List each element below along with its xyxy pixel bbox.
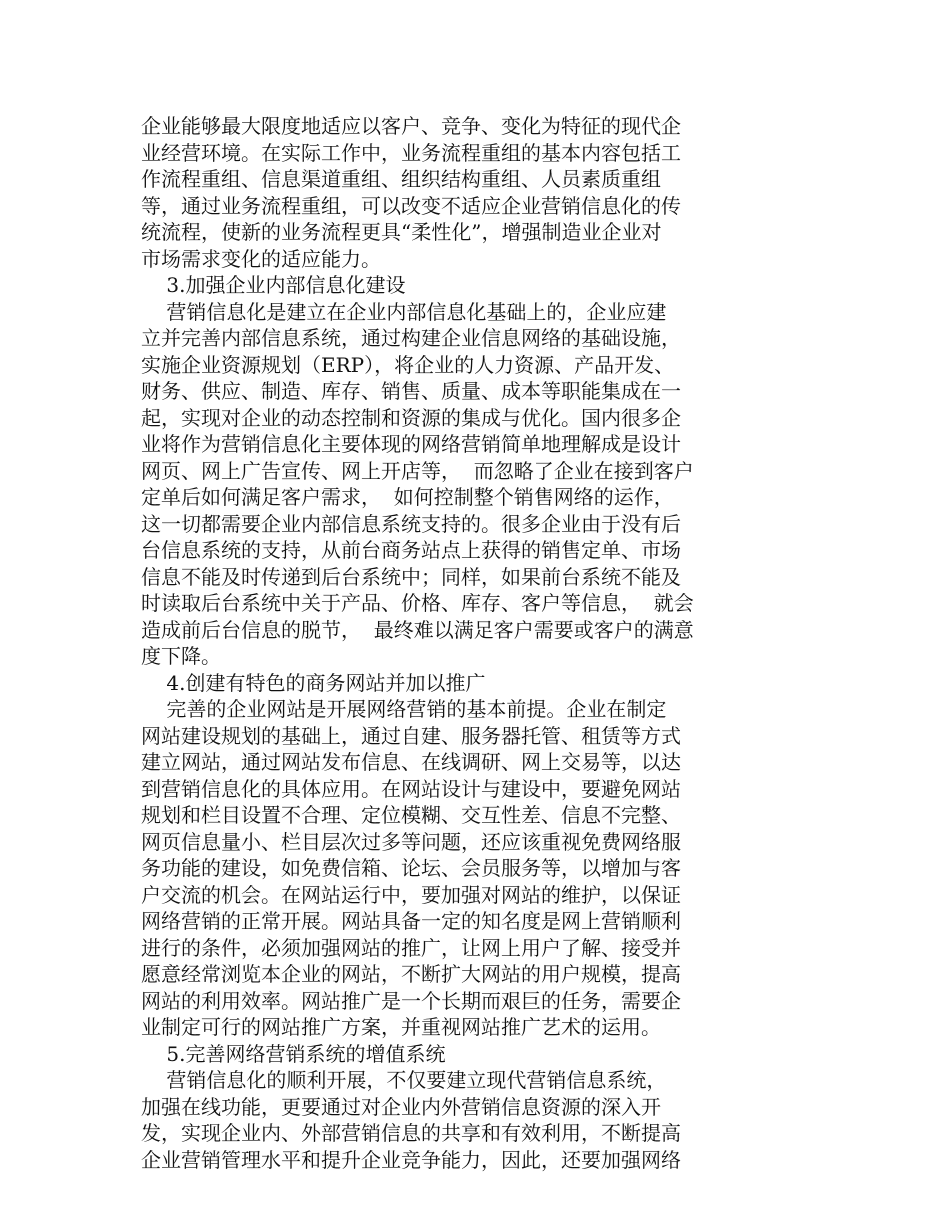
text-line: 进行的条件，必须加强网站的推广，让网上用户了解、接受并 bbox=[141, 935, 681, 960]
text-line: 市场需求变化的适应能力。 bbox=[141, 246, 381, 271]
text-line: 这一切都需要企业内部信息系统支持的。很多企业由于没有后 bbox=[141, 511, 681, 536]
text-line: 企业营销管理水平和提升企业竞争能力，因此，还要加强网络 bbox=[141, 1147, 681, 1172]
text-line: 网页、网上广告宣传、网上开店等， 而忽略了企业在接到客户 bbox=[141, 458, 694, 483]
body-text bbox=[141, 113, 741, 1173]
text-line: 发，实现企业内、外部营销信息的共享和有效利用，不断提高 bbox=[141, 1121, 681, 1145]
text-line: 立并完善内部信息系统，通过构建企业信息网络的基础设施， bbox=[141, 326, 681, 350]
text-line: 台信息系统的支持，从前台商务站点上获得的销售定单、市场 bbox=[141, 538, 681, 562]
text-line: 业制定可行的网站推广方案，并重视网站推广艺术的运用。 bbox=[141, 1015, 661, 1039]
text-line: 度下降。 bbox=[141, 644, 221, 668]
text-line: 网页信息量小、栏目层次过多等问题，还应该重视免费网络服 bbox=[141, 829, 681, 854]
text-line: 网络营销的正常开展。网站具备一定的知名度是网上营销顺利 bbox=[141, 909, 681, 933]
text-line: 实施企业资源规划（ERP），将企业的人力资源、产品开发、 bbox=[141, 352, 675, 377]
text-line: 作流程重组、信息渠道重组、组织结构重组、人员素质重组 bbox=[141, 167, 661, 191]
text-line: 营销信息化的顺利开展，不仅要建立现代营销信息系统， bbox=[141, 1068, 667, 1092]
text-line: 网站建设规划的基础上，通过自建、服务器托管、租赁等方式 bbox=[141, 723, 681, 748]
text-line: 营销信息化是建立在企业内部信息化基础上的，企业应建 bbox=[141, 299, 667, 324]
text-line: 企业能够最大限度地适应以客户、竞争、变化为特征的现代企 bbox=[141, 114, 681, 138]
text-line: 造成前后台信息的脱节， 最终难以满足客户需要或客户的满意 bbox=[141, 617, 694, 642]
text-line: 业将作为营销信息化主要体现的网络营销简单地理解成是设计 bbox=[141, 432, 681, 456]
text-line: 完善的企业网站是开展网络营销的基本前提。企业在制定 bbox=[141, 697, 667, 721]
text-line: 时读取后台系统中关于产品、价格、库存、客户等信息， 就会 bbox=[141, 591, 694, 615]
section-heading-3: 3.加强企业内部信息化建设 bbox=[141, 273, 406, 297]
section-heading-4: 4.创建有特色的商务网站并加以推广 bbox=[141, 670, 486, 695]
text-line: 起，实现对企业的动态控制和资源的集成与优化。国内很多企 bbox=[141, 405, 681, 430]
text-line: 加强在线功能，更要通过对企业内外营销信息资源的深入开 bbox=[141, 1094, 661, 1119]
text-line: 等，通过业务流程重组，可以改变不适应企业营销信息化的传 bbox=[141, 193, 681, 218]
text-line: 业经营环境。在实际工作中，业务流程重组的基本内容包括工 bbox=[141, 140, 681, 165]
text-line: 信息不能及时传递到后台系统中；同样，如果前台系统不能及 bbox=[141, 564, 681, 589]
section-heading-5: 5.完善网络营销系统的增值系统 bbox=[141, 1041, 446, 1066]
text-line: 网站的利用效率。网站推广是一个长期而艰巨的任务，需要企 bbox=[141, 988, 681, 1013]
text-line: 愿意经常浏览本企业的网站，不断扩大网站的用户规模，提高 bbox=[141, 962, 681, 986]
text-line: 到营销信息化的具体应用。在网站设计与建设中，要避免网站 bbox=[141, 776, 681, 801]
text-line: 规划和栏目设置不合理、定位模糊、交互性差、信息不完整、 bbox=[141, 803, 681, 827]
text-line: 财务、供应、制造、库存、销售、质量、成本等职能集成在一 bbox=[141, 379, 681, 403]
text-line: 统流程，使新的业务流程更具“柔性化”，增强制造业企业对 bbox=[141, 220, 662, 244]
text-line: 户交流的机会。在网站运行中，要加强对网站的维护，以保证 bbox=[141, 882, 681, 907]
text-line: 建立网站，通过网站发布信息、在线调研、网上交易等，以达 bbox=[141, 750, 681, 774]
text-line: 务功能的建设，如免费信箱、论坛、会员服务等，以增加与客 bbox=[141, 856, 681, 880]
text-line: 定单后如何满足客户需求， 如何控制整个销售网络的运作， bbox=[141, 485, 674, 509]
